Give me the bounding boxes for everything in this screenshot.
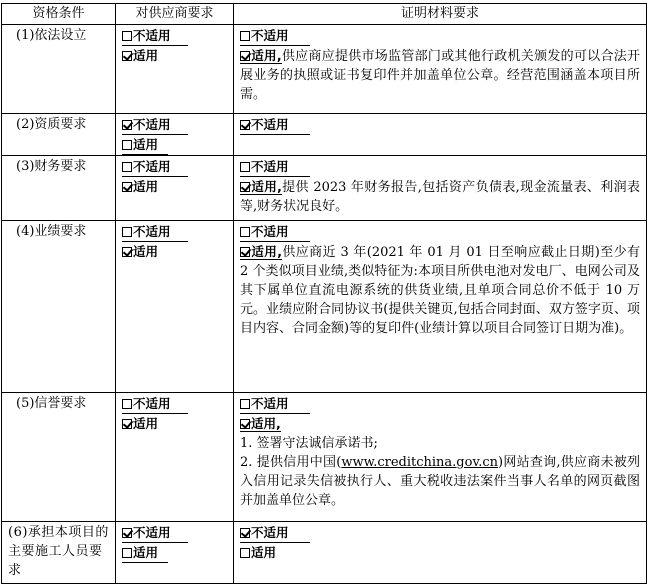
condition-cell: (1)依法设立 — [2, 25, 116, 114]
proof-cell — [234, 156, 647, 221]
checked-box-icon — [122, 182, 132, 192]
header-proof-requirement: 证明材料要求 — [234, 4, 647, 25]
proof-cell — [234, 522, 647, 584]
proof-cell — [234, 114, 647, 156]
checked-box-icon — [240, 419, 250, 429]
option-applicable: 适用, — [240, 416, 281, 432]
option-not-applicable: 不适用 — [240, 394, 310, 414]
option-applicable: 适用 — [122, 48, 158, 63]
option-applicable: 适用 — [122, 135, 168, 155]
option-not-applicable: 不适用 — [122, 115, 188, 135]
proof-cell — [234, 393, 647, 522]
option-not-applicable: 不适用 — [240, 115, 310, 135]
table-header-row — [2, 4, 647, 25]
checkbox-icon — [122, 31, 132, 41]
checkbox-icon — [240, 162, 250, 172]
checked-box-icon — [122, 120, 132, 130]
condition-cell: (3)财务要求 — [2, 156, 116, 221]
table-row — [2, 25, 647, 114]
requirement-cell — [116, 221, 234, 393]
condition-cell: (6)承担本项目的主要施工人员要求 — [2, 522, 116, 584]
checkbox-icon — [240, 31, 250, 41]
proof-cell — [234, 25, 647, 114]
checkbox-icon — [122, 140, 132, 150]
option-applicable: 适用 — [122, 179, 158, 194]
option-not-applicable: 不适用 — [122, 222, 188, 242]
option-applicable: 适用 — [122, 416, 158, 431]
checked-box-icon — [240, 247, 250, 257]
option-not-applicable: 不适用 — [240, 222, 310, 242]
condition-cell: (4)业绩要求 — [2, 221, 116, 393]
checked-box-icon — [122, 247, 132, 257]
checked-box-icon — [122, 528, 132, 538]
table-row — [2, 393, 647, 522]
proof-description: 适用,提供 2023 年财务报告,包括资产负债表,现金流量表、利润表等,财务状况良好。 — [240, 179, 640, 214]
checkbox-icon — [122, 399, 132, 409]
checked-box-icon — [240, 528, 250, 538]
option-not-applicable: 不适用 — [122, 523, 188, 543]
option-applicable: 适用 — [122, 244, 158, 259]
option-applicable: 适用 — [240, 545, 276, 560]
checked-box-icon — [122, 51, 132, 61]
checkbox-icon — [122, 162, 132, 172]
requirement-cell — [116, 393, 234, 522]
option-applicable: 适用, — [240, 48, 282, 64]
table-row — [2, 156, 647, 221]
option-not-applicable: 不适用 — [240, 157, 310, 177]
checkbox-icon — [122, 227, 132, 237]
option-not-applicable: 不适用 — [240, 26, 310, 46]
condition-cell: (5)信誉要求 — [2, 393, 116, 522]
proof-description: 适用,供应商近 3 年(2021 年 01 月 01 日至响应截止日期)至少有 2 个类似项目业绩,类似特征为:本项目所供电池对发电厂、电网公司及其下属单位直流电源系统的供货业绩,且单项合同总价不低于 10 万元。业绩应附合同协议书(提供关键页,包括合同封面、双方签字页、项目内容、合同金额)等的复印件(业绩计算以项目合同签订日期为准)。 — [240, 244, 640, 336]
option-applicable: 适用, — [240, 179, 282, 195]
checked-box-icon — [240, 120, 250, 130]
checked-box-icon — [122, 419, 132, 429]
header-qualification: 资格条件 — [2, 4, 116, 25]
condition-cell: (2)资质要求 — [2, 114, 116, 156]
option-not-applicable: 不适用 — [240, 523, 310, 543]
requirement-cell — [116, 156, 234, 221]
option-not-applicable: 不适用 — [122, 26, 188, 46]
requirement-cell — [116, 25, 234, 114]
table-row — [2, 221, 647, 393]
option-not-applicable: 不适用 — [122, 394, 188, 414]
checked-box-icon — [240, 51, 250, 61]
qualification-table — [1, 3, 647, 584]
table-row — [2, 522, 647, 584]
checked-box-icon — [240, 182, 250, 192]
table-row — [2, 114, 647, 156]
requirement-cell — [116, 522, 234, 584]
proof-cell — [234, 221, 647, 393]
header-supplier-requirement: 对供应商要求 — [116, 4, 234, 25]
checkbox-icon — [122, 548, 132, 558]
option-not-applicable: 不适用 — [122, 157, 188, 177]
proof-item-2: 2. 提供信用中国(www.creditchina.gov.cn)网站查询,供应商未被列入信用记录失信被执行人、重大税收违法案件当事人名单的网页截图并加盖单位公章。 — [240, 455, 640, 508]
proof-description: 适用,供应商应提供市场监管部门或其他行政机关颁发的可以合法开展业务的执照或证书复印件并加盖单位公章。经营范围涵盖本项目所需。 — [240, 48, 640, 102]
proof-item-1: 1. 签署守法诚信承诺书; — [240, 436, 378, 451]
option-applicable: 适用, — [240, 244, 282, 260]
creditchina-link[interactable]: www.creditchina.gov.cn — [341, 455, 499, 470]
checkbox-icon — [240, 399, 250, 409]
requirement-cell — [116, 114, 234, 156]
checkbox-icon — [240, 227, 250, 237]
checkbox-icon — [240, 548, 250, 558]
option-applicable: 适用 — [122, 543, 168, 563]
